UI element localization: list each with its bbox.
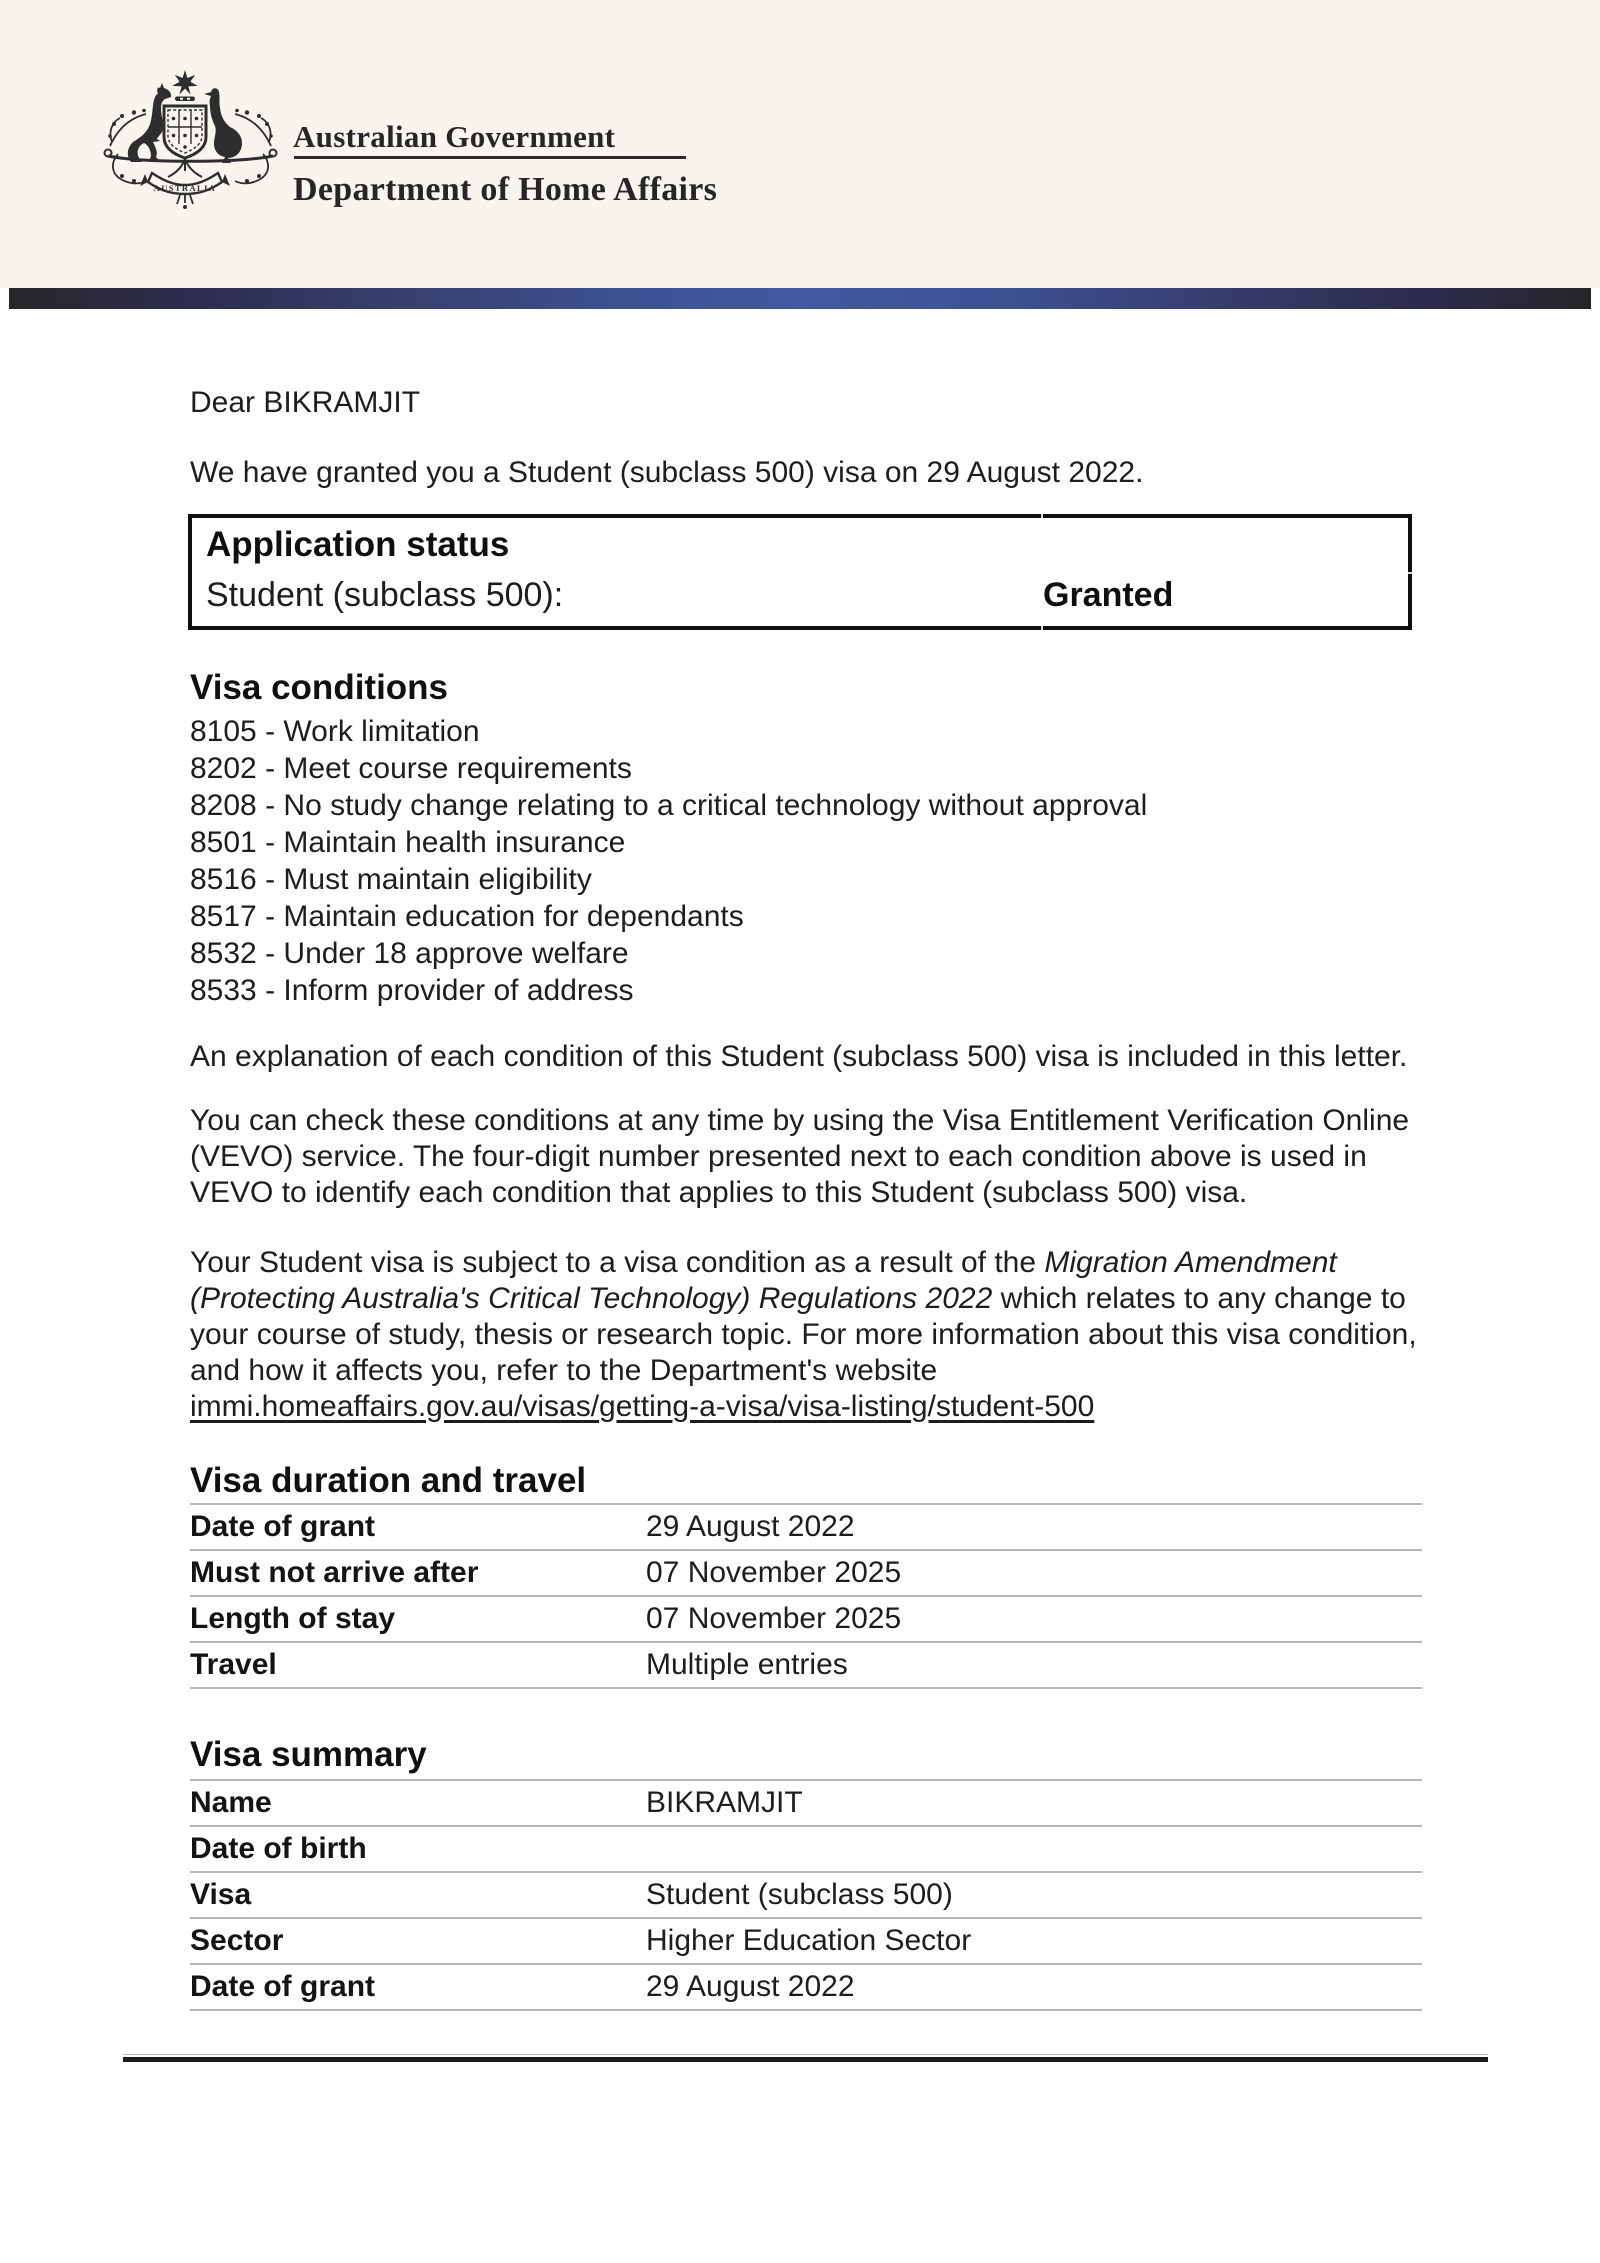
- row-label: Length of stay: [190, 1602, 396, 1635]
- row-value: 29 August 2022: [646, 1970, 855, 2003]
- row-label: Sector: [190, 1924, 284, 1957]
- table-row: [190, 1643, 1422, 1689]
- agency-rule-divider: [294, 156, 686, 159]
- table-row: [190, 1919, 1422, 1965]
- visa-type-label: Student (subclass 500):: [206, 576, 564, 614]
- row-label: Date of grant: [190, 1510, 376, 1543]
- table-row: [190, 1551, 1422, 1597]
- row-value: Student (subclass 500): [646, 1878, 953, 1911]
- emu-silhouette: [204, 88, 242, 163]
- table-row: [190, 1827, 1422, 1873]
- border-notch: [1408, 572, 1412, 574]
- visa-conditions-heading: Visa conditions: [190, 668, 449, 707]
- salutation: Dear BIKRAMJIT: [190, 386, 421, 419]
- paragraph-text: An explanation of each condition of this Student (subclass 500) visa is included in this letter.: [190, 1040, 1408, 1073]
- header-gradient-bar: [9, 288, 1591, 309]
- visa-condition-item: 8516 - Must maintain eligibility: [190, 863, 592, 896]
- row-value: Multiple entries: [646, 1648, 848, 1681]
- visa-condition-item: 8208 - No study change relating to a critical technology without approval: [190, 789, 1148, 822]
- application-status-title: Application status: [206, 525, 510, 564]
- row-value: BIKRAMJIT: [646, 1786, 803, 1819]
- australian-coat-of-arms-icon: [98, 66, 283, 216]
- table-row: [190, 1781, 1422, 1827]
- regulation-paragraph: [190, 1245, 1422, 1425]
- application-status-row: [206, 573, 1394, 617]
- visa-summary-heading: Visa summary: [190, 1735, 427, 1774]
- website-link[interactable]: immi.homeaffairs.gov.au/visas/getting-a-visa/visa-listing/student-500: [190, 1390, 1095, 1423]
- visa-condition-item: 8105 - Work limitation: [190, 715, 480, 748]
- visa-condition-item: 8501 - Maintain health insurance: [190, 826, 626, 859]
- row-label: Date of grant: [190, 1970, 376, 2003]
- visa-condition-item: 8202 - Meet course requirements: [190, 752, 632, 785]
- row-label: Travel: [190, 1648, 277, 1681]
- visa-summary-table: [190, 1779, 1422, 2011]
- regulation-title-italic: Migration Amendment (Protecting Australia's Critical Technology) Regulations 2022: [190, 1246, 1337, 1315]
- row-label: Must not arrive after: [190, 1556, 479, 1589]
- paragraph-text: You can check these conditions at any time by using the Visa Entitlement Verification Online (VEVO) service. The four-digit number presented next to each condition above is used in VEVO to identify each condition that applies to this Student (subclass 500) visa.: [190, 1104, 1410, 1209]
- table-row: [190, 1873, 1422, 1919]
- row-value: Higher Education Sector: [646, 1924, 972, 1957]
- department-name: Department of Home Affairs: [293, 171, 718, 208]
- letterhead: [0, 0, 1600, 288]
- explanation-paragraph: [190, 1039, 1422, 1075]
- table-row: [190, 1597, 1422, 1643]
- row-value: 07 November 2025: [646, 1556, 902, 1589]
- visa-condition-item: 8517 - Maintain education for dependants: [190, 900, 744, 933]
- australia-banner: [140, 173, 230, 209]
- commonwealth-star: [172, 70, 197, 95]
- application-status-box: [188, 514, 1412, 630]
- footer-divider: [123, 2057, 1488, 2062]
- visa-condition-item: 8532 - Under 18 approve welfare: [190, 937, 629, 970]
- paragraph-text: Your Student visa is subject to a visa condition as a result of the: [190, 1246, 1045, 1279]
- federation-shield: [164, 106, 206, 158]
- table-row: [190, 1505, 1422, 1551]
- row-label: Name: [190, 1786, 272, 1819]
- vevo-paragraph: [190, 1103, 1422, 1211]
- letter-body: [0, 385, 1600, 2062]
- row-label: Date of birth: [190, 1832, 367, 1865]
- row-value: 07 November 2025: [646, 1602, 902, 1635]
- table-row: [190, 1965, 1422, 2011]
- paragraph-text: which relates to any change to your course of study, thesis or research topic. For more information about this visa condition, and how it affects you, refer to the Department's website: [190, 1282, 1417, 1387]
- agency-name: Australian Government: [293, 119, 616, 154]
- visa-duration-heading: Visa duration and travel: [190, 1461, 587, 1500]
- visa-conditions-list: [190, 713, 1422, 1009]
- visa-condition-item: 8533 - Inform provider of address: [190, 974, 634, 1007]
- svg-text:AUSTRALIA: AUSTRALIA: [153, 183, 217, 193]
- visa-duration-table: [190, 1503, 1422, 1689]
- row-label: Visa: [190, 1878, 252, 1911]
- row-value: 29 August 2022: [646, 1510, 855, 1543]
- status-granted-value: Granted: [1043, 576, 1174, 614]
- grant-intro-line: We have granted you a Student (subclass 500) visa on 29 August 2022.: [190, 456, 1144, 489]
